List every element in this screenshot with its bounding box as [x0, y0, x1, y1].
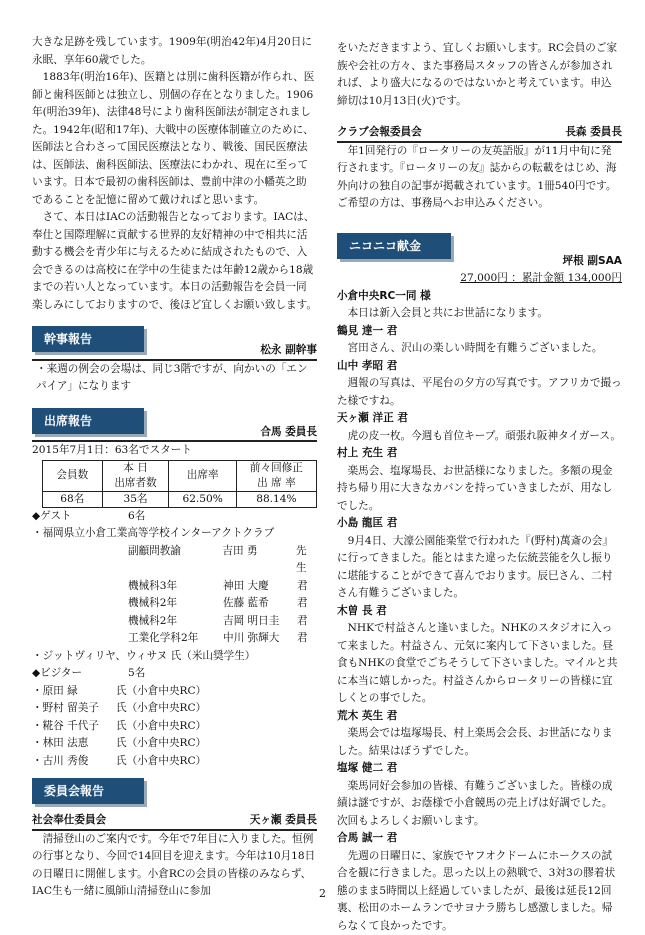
entry-name: 合馬 誠一 君 [337, 830, 622, 848]
guest-hon: 君 [297, 613, 308, 631]
entry-text: 楽馬会では塩塚場長、村上楽馬会会長、お世話になりました。結果はぼうずでした。 [337, 725, 622, 760]
nikoniko-byline: 坪根 副SAA [337, 253, 622, 271]
visitor-list [32, 683, 317, 771]
club-report-byline: 長森 委員長 [565, 124, 622, 142]
att-value-members: 68名 [43, 491, 103, 507]
guest-name: 中川 弥輝大 [223, 630, 297, 648]
guest-name: 神田 大慶 [223, 578, 297, 596]
att-value-rate: 62.50% [169, 491, 236, 507]
club-report-name: クラブ会報委員会 [337, 124, 422, 142]
guest-role: 工業化学科2年 [32, 630, 223, 648]
guest-head-label: ◆ゲスト [32, 508, 128, 526]
guest-role: 機械科2年 [32, 613, 223, 631]
visitor-row [32, 735, 317, 753]
nikoniko-section-title: ニコニコ献金 [337, 233, 451, 259]
visitor-count: 5名 [128, 665, 145, 683]
entry-name: 木曽 長 君 [337, 603, 622, 621]
att-header-rate: 出席率 [169, 460, 236, 491]
visitor-row [32, 753, 317, 771]
entry-name: 鶴見 達一 君 [337, 323, 622, 341]
visitor-name: ・林田 法恵 [32, 735, 116, 753]
visitor-club: 氏（小倉中央RC） [116, 718, 206, 736]
guest-name: 吉岡 明日圭 [223, 613, 297, 631]
entry-name: 村上 充生 君 [337, 445, 622, 463]
entry-name: 小島 龍匡 君 [337, 515, 622, 533]
entry-text: 本日は新入会員と共にお世話になります。 [337, 305, 622, 323]
entry-text: NHKで村益さんと逢いました。NHKのスタジオに入って来ました。村益さん、元気に案内して下さいました。昼食もNHKの食堂でごちそうして下さいました。マイルと共に本当に嬉しかった。村益さんからロータリーの皆様に宜しくとの事でした。 [337, 620, 622, 708]
att-header-corrected: 前々回修正 出 席 率 [236, 460, 316, 491]
guest-extra: ・ジットヴィリヤ、ウィサヌ 氏（米山奨学生） [32, 648, 317, 666]
page-number: 2 [0, 885, 645, 903]
guest-row [32, 543, 317, 578]
social-service-name: 社会奉仕委員会 [32, 812, 106, 830]
entry-text: 虎の皮一枚。今週も首位キープ。頑張れ阪神タイガース。 [337, 428, 622, 446]
entry-name: 山中 孝昭 君 [337, 358, 622, 376]
entry-name: 天ヶ瀬 洋正 君 [337, 410, 622, 428]
visitor-club: 氏（小倉中央RC） [116, 683, 206, 701]
guest-name: 吉田 勇 [222, 543, 296, 578]
continued-text: をいただきますよう、宜しくお願いします。RC会員のご家族や会社の方々、また事務局スタッフの皆さんが参加されれば、より盛大になるのではないかと考えています。申込締切は10月13日(火)です。 [337, 40, 622, 110]
social-service-head [32, 812, 317, 830]
visitor-name: ・古川 秀俊 [32, 753, 116, 771]
social-service-text: 清掃登山のご案内です。今年で7年目に入りました。恒例の行事となり、今回で14回目を迎えます。今年は10月18日の日曜日に開催します。小倉RCの会員の皆様のみならず、IAC生も一緒に風師山清掃登山に参加 [32, 831, 317, 901]
guest-org: ・福岡県立小倉工業高等学校インターアクトクラブ [32, 525, 317, 543]
club-report-head [337, 124, 622, 142]
guest-row [32, 578, 317, 596]
entry-name: 小倉中央RC一同 様 [337, 288, 622, 306]
visitor-row [32, 700, 317, 718]
committee-section-title: 委員会報告 [32, 778, 144, 804]
guest-hon: 先生 [296, 543, 317, 578]
social-service-byline: 天ヶ瀬 委員長 [250, 812, 317, 830]
guest-role: 機械科2年 [32, 595, 223, 613]
intro-para-2: 1883年(明治16年)、医籍とは別に歯科医籍が作られ、医師と歯科医師とは独立し、別個の存在となりました。1906年(明治39年)、法律48号により歯科医師法が制定されました。1942年(昭和17年)、大戦中の医療体制確立のために、医師法と合わさって国民医療法となり、戦後、国民医療法は、医師法、歯科医師法、医療法にわかれ、現在に至っています。日本で最初の歯科医師は、豊前中津の小幡英之助であることを記憶に留めて戴ければと思います。 [32, 69, 317, 209]
guest-role: 副顧問教諭 [32, 543, 222, 578]
guest-hon: 君 [297, 630, 308, 648]
left-column [32, 34, 317, 901]
kanji-text: ・来週の例会の会場は、同じ3階ですが、向かいの「エンパイア」になります [32, 361, 317, 396]
club-report-text: 年1回発行の『ロータリーの友英語版』が11月中旬に発行されます。『ロータリーの友』誌からの転載をはじめ、海外向けの独自の記事が掲載されています。1冊540円です。ご希望の方は、事務局へお申込みください。 [337, 143, 622, 213]
guest-count: 6名 [128, 508, 145, 526]
right-column [337, 40, 622, 935]
kanji-section-title: 幹事報告 [32, 326, 144, 352]
att-header-members: 会員数 [43, 460, 103, 491]
visitor-name: ・原田 緑 [32, 683, 116, 701]
entry-name: 荒木 英生 君 [337, 708, 622, 726]
attendance-table [42, 460, 317, 508]
visitor-club: 氏（小倉中央RC） [116, 753, 206, 771]
entry-text: 9月4日、大濠公園能楽堂で行われた『(野村)萬斎の会』に行ってきました。能とはまた違った伝統芸能を久し振りに堪能することができて喜んでおります。辰巳さん、二村さん有難うございました。 [337, 533, 622, 603]
guest-list [32, 543, 317, 648]
entry-text: 週報の写真は、平尾台の夕方の写真です。アフリカで撮った様ですね。 [337, 375, 622, 410]
entry-text: 楽馬同好会参加の皆様、有難うございました。皆様の成績は謎ですが、お蔭様で小倉競馬の売上げは好調でした。次回もよろしくお願いします。 [337, 778, 622, 831]
guest-name: 佐藤 藍希 [223, 595, 297, 613]
entry-name: 塩塚 健二 君 [337, 760, 622, 778]
entry-text: 先週の日曜日に、家族でヤフオクドームにホークスの試合を観に行きました。思った以上の熱戦で、3対3の膠着状態のまま5時間以上経過していましたが、最後は延長12回裏、松田のホームランでサヨナラ勝ちし感激しました。帰らなくて良かったです。 [337, 848, 622, 935]
attendance-byline: 合馬 委員長 [32, 424, 317, 442]
visitor-row [32, 718, 317, 736]
entry-text: 宮田さん、沢山の楽しい時間を有難うございました。 [337, 340, 622, 358]
kanji-byline: 松永 副幹事 [32, 342, 317, 360]
entry-text: 楽馬会、塩塚場長、お世話様になりました。多額の現金持ち帰り用に大きなカバンを持っていきましたが、用なしでした。 [337, 463, 622, 516]
guest-row [32, 630, 317, 648]
nikoniko-entries [337, 288, 622, 935]
visitor-name: ・糀谷 千代子 [32, 718, 116, 736]
intro-para-3: さて、本日はIACの活動報告となっております。IACは、奉仕と国際理解に貢献する世界的友好精神の中で相共に活動する機会を青少年に与えるために結成されたもので、入会できるのは高校に在学中の生徒または年齢12歳から18歳までの若い人となっています。本日の活動報告を会員一同楽しみにしておりますので、後ほど宜しくお願い致します。 [32, 209, 317, 314]
visitor-heading [32, 665, 317, 683]
guest-row [32, 613, 317, 631]
visitor-club: 氏（小倉中央RC） [116, 700, 206, 718]
att-value-corrected: 88.14% [236, 491, 316, 507]
intro-para-1: 大きな足跡を残しています。1909年(明治42年)4月20日に永眠、享年60歳でした。 [32, 34, 317, 69]
guest-row [32, 595, 317, 613]
visitor-name: ・野村 留美子 [32, 700, 116, 718]
guest-hon: 君 [297, 595, 308, 613]
att-value-today: 35名 [102, 491, 169, 507]
guest-heading [32, 508, 317, 526]
att-header-today: 本 日 出席者数 [102, 460, 169, 491]
visitor-head-label: ◆ビジター [32, 665, 128, 683]
attendance-section-title: 出席報告 [32, 408, 144, 434]
attendance-date: 2015年7月1日：63名でスタート [32, 442, 317, 460]
visitor-club: 氏（小倉中央RC） [116, 735, 206, 753]
visitor-row [32, 683, 317, 701]
guest-hon: 君 [297, 578, 308, 596]
nikoniko-amount: 27,000円 ：累計金額 134,000円 [337, 270, 622, 288]
guest-role: 機械科3年 [32, 578, 223, 596]
